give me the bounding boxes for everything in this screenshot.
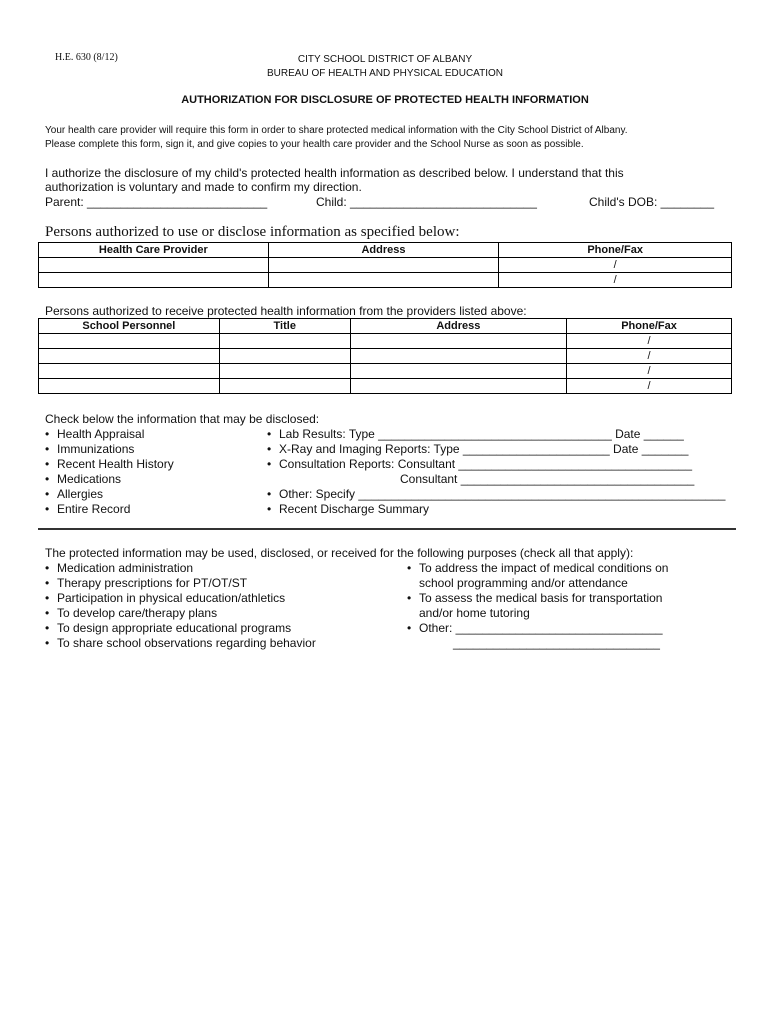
phone-fax-cell[interactable]: / (567, 349, 732, 364)
list-item[interactable]: • To share school observations regarding behavior (45, 636, 316, 651)
disclosure-heading: Check below the information that may be disclosed: (45, 412, 320, 426)
authorization-line-1: I authorize the disclosure of my child's protected health information as described below. I understand that this (45, 166, 624, 180)
list-item[interactable]: • Other: Specify _______________________________________________________ (267, 487, 725, 502)
address-cell[interactable] (350, 379, 566, 394)
list-item[interactable]: • Medications (45, 472, 174, 487)
list-item[interactable]: • Medication administration (45, 561, 316, 576)
personnel-cell[interactable] (39, 364, 220, 379)
list-item[interactable]: • Recent Discharge Summary (267, 502, 725, 517)
phone-fax-cell[interactable]: / (499, 258, 732, 273)
provider-cell[interactable] (39, 258, 269, 273)
personnel-cell[interactable] (39, 349, 220, 364)
child-dob-field[interactable]: Child's DOB: ________ (589, 195, 715, 209)
list-item[interactable]: • Participation in physical education/athletics (45, 591, 316, 606)
district-name: CITY SCHOOL DISTRICT OF ALBANY (297, 54, 473, 65)
table-header-row (39, 319, 732, 334)
list-item[interactable]: • Immunizations (45, 442, 174, 457)
list-item[interactable]: • To develop care/therapy plans (45, 606, 316, 621)
phone-fax-cell[interactable]: / (567, 364, 732, 379)
disclosure-left-list (45, 427, 174, 517)
phone-fax-cell[interactable]: / (567, 379, 732, 394)
disclosure-right-list (267, 427, 725, 517)
address-cell[interactable] (268, 258, 499, 273)
purposes-left-list (45, 561, 316, 651)
authorization-line-2: authorization is voluntary and made to confirm my direction. (45, 180, 362, 194)
child-field[interactable]: Child: ____________________________ (316, 195, 537, 209)
form-title: AUTHORIZATION FOR DISCLOSURE OF PROTECTED HEALTH INFORMATION (181, 94, 589, 106)
form-code: H.E. 630 (8/12) (55, 52, 118, 63)
list-item-continuation[interactable]: _______________________________ (453, 636, 660, 650)
table-row (39, 379, 732, 394)
table-row (39, 349, 732, 364)
phone-fax-cell[interactable]: / (499, 273, 732, 288)
list-item[interactable]: • Consultation Reports: Consultant ___________________________________ (267, 457, 725, 472)
address-cell[interactable] (268, 273, 499, 288)
list-item-continuation[interactable]: Consultant ___________________________________ (400, 472, 695, 486)
title-cell[interactable] (219, 379, 350, 394)
section-divider (38, 528, 736, 530)
column-header: Health Care Provider (39, 243, 269, 258)
personnel-heading: Persons authorized to receive protected health information from the providers listed above: (45, 304, 527, 318)
table-row (39, 273, 732, 288)
list-item[interactable]: • Allergies (45, 487, 174, 502)
column-header: Address (350, 319, 566, 334)
personnel-cell[interactable] (39, 379, 220, 394)
column-header: Address (268, 243, 499, 258)
table-row (39, 334, 732, 349)
column-header: Phone/Fax (567, 319, 732, 334)
provider-cell[interactable] (39, 273, 269, 288)
personnel-table (38, 318, 732, 394)
bureau-name: BUREAU OF HEALTH AND PHYSICAL EDUCATION (267, 68, 503, 79)
personnel-cell[interactable] (39, 334, 220, 349)
list-item[interactable]: • X-Ray and Imaging Reports: Type ______________________ Date _______ (267, 442, 725, 457)
list-item[interactable]: • To design appropriate educational programs (45, 621, 316, 636)
address-cell[interactable] (350, 334, 566, 349)
column-header: Title (219, 319, 350, 334)
title-cell[interactable] (219, 349, 350, 364)
list-item[interactable]: • Entire Record (45, 502, 174, 517)
parent-field[interactable]: Parent: ___________________________ (45, 195, 268, 209)
address-cell[interactable] (350, 349, 566, 364)
providers-heading: Persons authorized to use or disclose information as specified below: (45, 224, 460, 240)
table-header-row (39, 243, 732, 258)
list-item[interactable]: • Recent Health History (45, 457, 174, 472)
purposes-heading: The protected information may be used, disclosed, or received for the following purposes (check all that apply): (45, 546, 634, 560)
phone-fax-cell[interactable]: / (567, 334, 732, 349)
intro-line-1: Your health care provider will require this form in order to share protected medical information with the City School District of Albany. (45, 125, 628, 136)
list-item-continuation: and/or home tutoring (419, 606, 530, 620)
list-item[interactable]: • Therapy prescriptions for PT/OT/ST (45, 576, 316, 591)
list-item[interactable]: • To address the impact of medical conditions on (407, 561, 668, 576)
table-row (39, 364, 732, 379)
column-header: School Personnel (39, 319, 220, 334)
list-item-continuation: school programming and/or attendance (419, 576, 628, 590)
providers-table (38, 242, 732, 288)
purposes-right-list (407, 561, 668, 651)
list-item[interactable]: • Other: _______________________________ (407, 621, 668, 636)
title-cell[interactable] (219, 364, 350, 379)
list-item[interactable]: • Health Appraisal (45, 427, 174, 442)
list-item[interactable]: • To assess the medical basis for transportation (407, 591, 668, 606)
title-cell[interactable] (219, 334, 350, 349)
intro-line-2: Please complete this form, sign it, and give copies to your health care provider and the School Nurse as soon as possible. (45, 139, 584, 150)
column-header: Phone/Fax (499, 243, 732, 258)
table-row (39, 258, 732, 273)
list-item[interactable]: • Lab Results: Type ___________________________________ Date ______ (267, 427, 725, 442)
address-cell[interactable] (350, 364, 566, 379)
